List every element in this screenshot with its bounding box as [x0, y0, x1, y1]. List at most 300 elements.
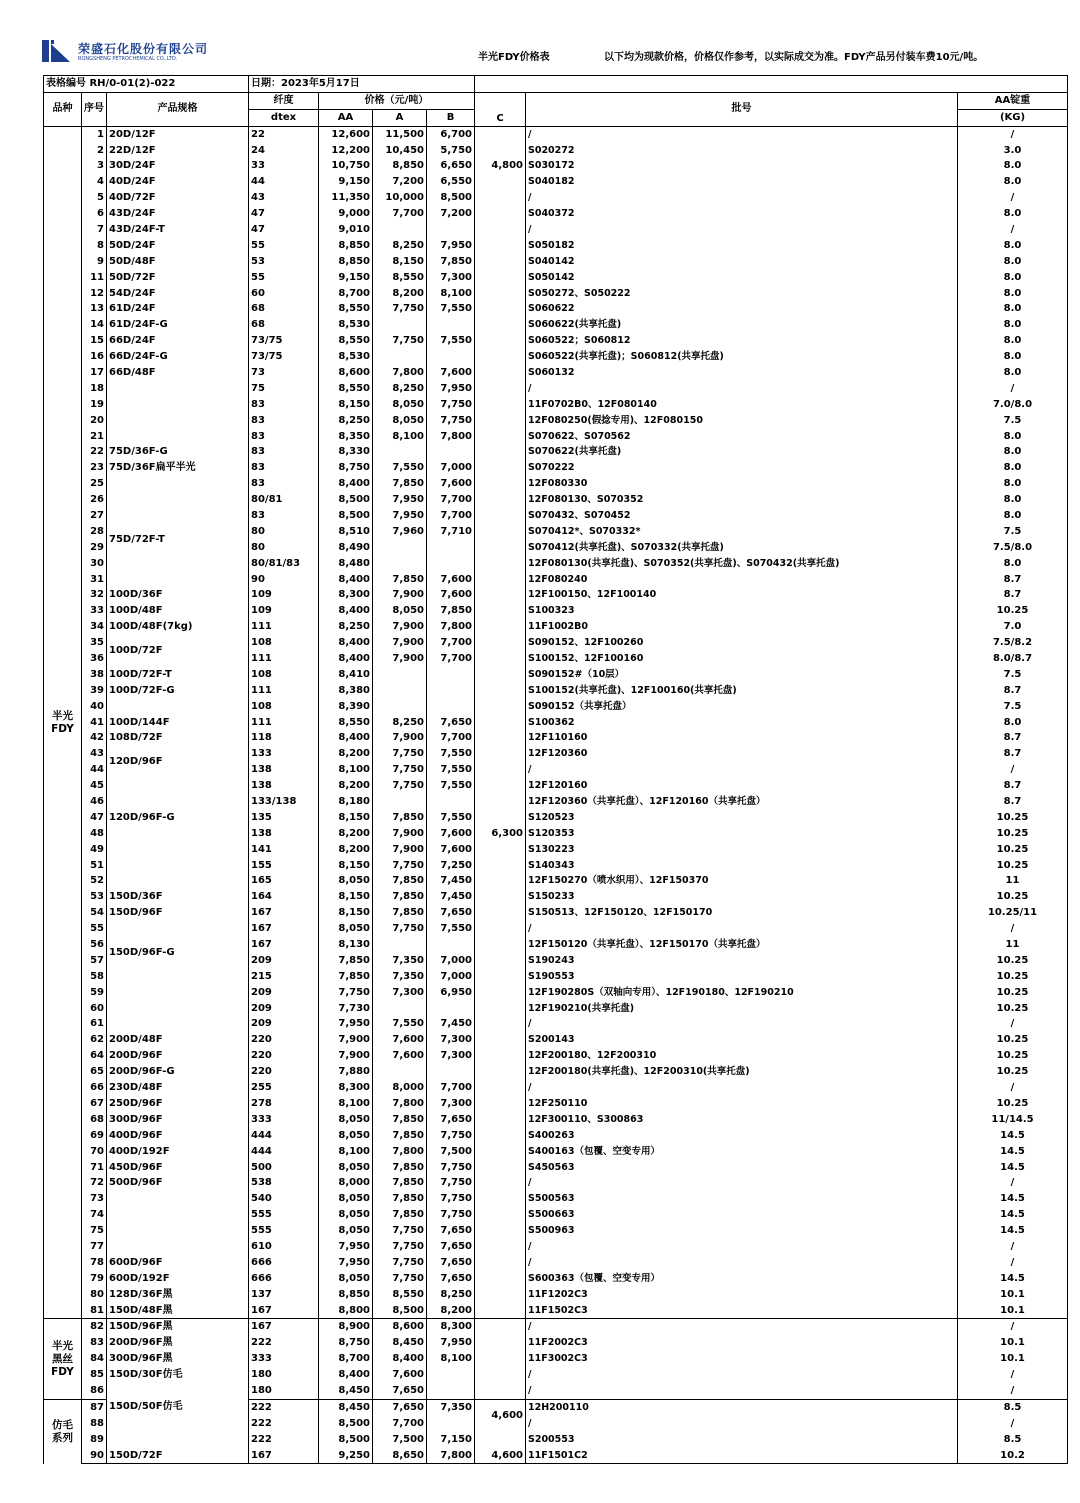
price-aa: 8,250: [319, 619, 373, 635]
row-number: 75: [82, 1223, 107, 1239]
price-aa: 8,900: [319, 1319, 373, 1335]
price-a: 8,050: [373, 603, 427, 619]
product-spec: 200D/96F: [107, 1048, 249, 1064]
bobbin-weight: 8.7: [958, 794, 1068, 810]
product-spec: 250D/96F: [107, 1096, 249, 1112]
price-a: 7,750: [373, 778, 427, 794]
bobbin-weight: /: [958, 222, 1068, 238]
price-b: 7,000: [427, 969, 475, 985]
product-spec: 400D/192F: [107, 1144, 249, 1160]
bobbin-weight: 7.5: [958, 524, 1068, 540]
price-b: 7,000: [427, 953, 475, 969]
row-number: 26: [82, 492, 107, 508]
price-b: 6,550: [427, 174, 475, 190]
dtex-value: 167: [249, 1319, 319, 1335]
product-spec: 200D/96F黑: [107, 1335, 249, 1351]
price-a: 7,850: [373, 874, 427, 890]
price-aa: 8,050: [319, 1223, 373, 1239]
product-spec: 300D/96F: [107, 1112, 249, 1128]
price-aa: 8,550: [319, 381, 373, 397]
price-aa: 8,600: [319, 365, 373, 381]
lot-number: S030172: [526, 158, 958, 174]
lot-number: S070622(共享托盘): [526, 444, 958, 460]
price-a: 7,850: [373, 572, 427, 588]
product-spec: 150D/96F-G: [107, 937, 249, 969]
price-c: 6,300: [475, 826, 526, 842]
row-number: 47: [82, 810, 107, 826]
bobbin-weight: 10.25: [958, 826, 1068, 842]
dtex-value: 73/75: [249, 349, 319, 365]
price-b: 7,300: [427, 1096, 475, 1112]
dtex-value: 666: [249, 1255, 319, 1271]
table-row: [44, 190, 1068, 206]
dtex-value: 555: [249, 1223, 319, 1239]
product-spec: 200D/96F-G: [107, 1064, 249, 1080]
lot-number: S090152、12F100260: [526, 635, 958, 651]
lot-number: /: [526, 1017, 958, 1033]
price-b: [427, 444, 475, 460]
lot-number: /: [526, 1255, 958, 1271]
price-aa: 8,750: [319, 460, 373, 476]
row-number: 90: [82, 1448, 107, 1464]
col-price-group: 价格（元/吨）: [319, 92, 475, 109]
dtex-value: 209: [249, 985, 319, 1001]
row-number: 17: [82, 365, 107, 381]
price-b: 7,250: [427, 858, 475, 874]
price-b: 8,250: [427, 1287, 475, 1303]
price-b: 7,750: [427, 397, 475, 413]
company-logo-icon: [42, 40, 72, 62]
price-a: 7,960: [373, 524, 427, 540]
product-spec: 500D/96F: [107, 1175, 249, 1191]
product-spec: [107, 699, 249, 715]
lot-number: 12F200180(共享托盘)、12F200310(共享托盘): [526, 1064, 958, 1080]
lot-number: 11F1202C3: [526, 1287, 958, 1303]
table-row: [44, 1255, 1068, 1271]
row-number: 53: [82, 889, 107, 905]
price-a: 7,700: [373, 206, 427, 222]
price-b: 7,450: [427, 874, 475, 890]
price-aa: 8,400: [319, 731, 373, 747]
col-dtex-unit: dtex: [249, 109, 319, 126]
table-row: [44, 1351, 1068, 1367]
price-a: 7,900: [373, 619, 427, 635]
price-a: 7,350: [373, 969, 427, 985]
dtex-value: 209: [249, 1017, 319, 1033]
bobbin-weight: 8.0: [958, 476, 1068, 492]
bobbin-weight: 10.25: [958, 1096, 1068, 1112]
lot-number: 12F080130(共享托盘)、S070352(共享托盘)、S070432(共享托盘): [526, 556, 958, 572]
row-number: 15: [82, 333, 107, 349]
price-b: [427, 1064, 475, 1080]
lot-number: S500963: [526, 1223, 958, 1239]
dtex-value: 500: [249, 1160, 319, 1176]
table-row: [44, 1207, 1068, 1223]
row-number: 39: [82, 683, 107, 699]
price-c: 4,600: [475, 1399, 526, 1431]
price-c: 4,800: [475, 126, 526, 206]
lot-number: S060522(共享托盘)；S060812(共享托盘): [526, 349, 958, 365]
product-spec: [107, 556, 249, 588]
price-a: [373, 1001, 427, 1017]
lot-number: 11F1502C3: [526, 1303, 958, 1319]
bobbin-weight: 8.0: [958, 270, 1068, 286]
dtex-value: 255: [249, 1080, 319, 1096]
bobbin-weight: 14.5: [958, 1160, 1068, 1176]
product-spec: [107, 1432, 249, 1448]
row-number: 44: [82, 762, 107, 778]
price-a: 8,250: [373, 381, 427, 397]
product-spec: 66D/24F: [107, 333, 249, 349]
col-no: 序号: [82, 92, 107, 126]
bobbin-weight: 10.25: [958, 953, 1068, 969]
dtex-value: 666: [249, 1271, 319, 1287]
product-spec: 50D/48F: [107, 254, 249, 270]
bobbin-weight: 8.7: [958, 746, 1068, 762]
price-a: 8,250: [373, 715, 427, 731]
lot-number: 12F100150、12F100140: [526, 588, 958, 604]
price-b: 7,550: [427, 778, 475, 794]
dtex-value: 83: [249, 476, 319, 492]
lot-number: 12F200180、12F200310: [526, 1048, 958, 1064]
table-row: [44, 556, 1068, 572]
price-c: [475, 206, 526, 826]
price-b: 6,950: [427, 985, 475, 1001]
price-aa: 8,400: [319, 1367, 373, 1383]
row-number: 56: [82, 937, 107, 953]
price-b: [427, 317, 475, 333]
price-a: 8,550: [373, 1287, 427, 1303]
row-number: 13: [82, 301, 107, 317]
price-b: [427, 794, 475, 810]
table-row: [44, 158, 1068, 174]
price-aa: 8,100: [319, 1144, 373, 1160]
dtex-value: 220: [249, 1064, 319, 1080]
price-a: 7,750: [373, 301, 427, 317]
price-a: 7,850: [373, 1207, 427, 1223]
row-number: 80: [82, 1287, 107, 1303]
bobbin-weight: 7.5/8.0: [958, 540, 1068, 556]
price-aa: 8,850: [319, 238, 373, 254]
lot-number: S090152#（10层）: [526, 667, 958, 683]
table-row: [44, 333, 1068, 349]
dtex-value: 55: [249, 238, 319, 254]
dtex-value: 209: [249, 1001, 319, 1017]
price-a: 7,850: [373, 905, 427, 921]
price-aa: 8,550: [319, 715, 373, 731]
bobbin-weight: 10.25: [958, 1048, 1068, 1064]
price-a: 7,300: [373, 985, 427, 1001]
row-number: 19: [82, 397, 107, 413]
dtex-value: 83: [249, 413, 319, 429]
price-aa: 9,010: [319, 222, 373, 238]
lot-number: S450563: [526, 1160, 958, 1176]
dtex-value: 90: [249, 572, 319, 588]
dtex-value: 83: [249, 429, 319, 445]
price-aa: 8,050: [319, 1191, 373, 1207]
price-aa: 8,180: [319, 794, 373, 810]
row-number: 9: [82, 254, 107, 270]
lot-number: S600363（包覆、空变专用）: [526, 1271, 958, 1287]
row-number: 65: [82, 1064, 107, 1080]
price-b: 7,300: [427, 270, 475, 286]
price-a: [373, 444, 427, 460]
bobbin-weight: 8.0: [958, 174, 1068, 190]
product-spec: [107, 1207, 249, 1255]
row-number: 14: [82, 317, 107, 333]
row-number: 20: [82, 413, 107, 429]
price-aa: 8,400: [319, 651, 373, 667]
price-a: 7,900: [373, 826, 427, 842]
price-a: 8,000: [373, 1080, 427, 1096]
price-b: 7,550: [427, 333, 475, 349]
price-b: 7,650: [427, 905, 475, 921]
price-b: 7,600: [427, 842, 475, 858]
table-row: [44, 1432, 1068, 1448]
price-c: [475, 1319, 526, 1399]
price-b: 7,750: [427, 1207, 475, 1223]
col-b: B: [427, 109, 475, 126]
price-b: 7,200: [427, 206, 475, 222]
price-a: [373, 699, 427, 715]
lot-number: S060622(共享托盘): [526, 317, 958, 333]
price-a: 7,950: [373, 492, 427, 508]
lot-number: S150233: [526, 889, 958, 905]
bobbin-weight: /: [958, 1416, 1068, 1432]
bobbin-weight: 10.25: [958, 1032, 1068, 1048]
lot-number: 12F150270（喷水织用）、12F150370: [526, 874, 958, 890]
price-aa: 8,050: [319, 1160, 373, 1176]
table-row: [44, 254, 1068, 270]
category-cell: 仿毛 系列: [44, 1399, 82, 1464]
price-a: 7,900: [373, 651, 427, 667]
row-number: 78: [82, 1255, 107, 1271]
row-number: 8: [82, 238, 107, 254]
table-row: [44, 1367, 1068, 1383]
product-spec: 66D/24F-G: [107, 349, 249, 365]
price-a: 7,800: [373, 365, 427, 381]
dtex-value: 22: [249, 126, 319, 142]
dtex-value: 220: [249, 1048, 319, 1064]
price-b: 7,300: [427, 1048, 475, 1064]
price-aa: 7,850: [319, 953, 373, 969]
product-spec: 200D/48F: [107, 1032, 249, 1048]
col-dtex: 纤度: [249, 92, 319, 109]
dtex-value: 222: [249, 1335, 319, 1351]
dtex-value: 111: [249, 619, 319, 635]
price-a: 7,750: [373, 1223, 427, 1239]
price-b: 7,800: [427, 1448, 475, 1464]
bobbin-weight: 7.5: [958, 667, 1068, 683]
table-row: [44, 174, 1068, 190]
price-b: 7,350: [427, 1399, 475, 1415]
lot-number: 11F2002C3: [526, 1335, 958, 1351]
table-row: [44, 460, 1068, 476]
row-number: 72: [82, 1175, 107, 1191]
lot-number: 11F3002C3: [526, 1351, 958, 1367]
lot-number: S060622: [526, 301, 958, 317]
table-row: [44, 889, 1068, 905]
price-b: 7,600: [427, 588, 475, 604]
product-spec: 22D/12F: [107, 143, 249, 159]
price-b: 7,700: [427, 731, 475, 747]
product-spec: 66D/48F: [107, 365, 249, 381]
price-aa: 8,480: [319, 556, 373, 572]
price-b: 8,500: [427, 190, 475, 206]
dtex-value: 155: [249, 858, 319, 874]
price-b: 7,550: [427, 746, 475, 762]
price-b: 8,300: [427, 1319, 475, 1335]
price-a: 8,600: [373, 1319, 427, 1335]
price-b: 7,600: [427, 572, 475, 588]
price-a: [373, 683, 427, 699]
price-aa: 8,490: [319, 540, 373, 556]
bobbin-weight: 8.0: [958, 556, 1068, 572]
row-number: 81: [82, 1303, 107, 1319]
price-a: 7,900: [373, 588, 427, 604]
row-number: 32: [82, 588, 107, 604]
price-aa: 8,530: [319, 349, 373, 365]
company-name: 荣盛石化股份有限公司: [78, 42, 209, 56]
product-spec: 75D/36F扁平半光: [107, 460, 249, 476]
price-a: 8,550: [373, 270, 427, 286]
price-b: 7,600: [427, 365, 475, 381]
table-row: [44, 1287, 1068, 1303]
lot-number: S100152、12F100160: [526, 651, 958, 667]
price-aa: 12,200: [319, 143, 373, 159]
lot-number: 12F120360（共享托盘）、12F120160（共享托盘）: [526, 794, 958, 810]
price-b: [427, 1416, 475, 1432]
category-cell: 半光 黑丝 FDY: [44, 1319, 82, 1399]
price-a: 7,600: [373, 1367, 427, 1383]
dtex-value: 141: [249, 842, 319, 858]
bobbin-weight: /: [958, 1367, 1068, 1383]
price-aa: 8,200: [319, 746, 373, 762]
price-aa: 8,150: [319, 889, 373, 905]
table-row: [44, 444, 1068, 460]
price-a: 7,900: [373, 842, 427, 858]
product-spec: 54D/24F: [107, 286, 249, 302]
table-row: [44, 1048, 1068, 1064]
price-aa: 8,050: [319, 1128, 373, 1144]
bobbin-weight: 8.0: [958, 254, 1068, 270]
lot-number: 12F150120（共享托盘）、12F150170（共享托盘）: [526, 937, 958, 953]
dtex-value: 68: [249, 301, 319, 317]
price-a: 7,850: [373, 1160, 427, 1176]
price-a: 7,650: [373, 1399, 427, 1415]
row-number: 5: [82, 190, 107, 206]
bobbin-weight: 8.7: [958, 572, 1068, 588]
price-b: 7,550: [427, 810, 475, 826]
table-row: [44, 524, 1068, 540]
dtex-value: 222: [249, 1432, 319, 1448]
product-spec: 30D/24F: [107, 158, 249, 174]
dtex-value: 73: [249, 365, 319, 381]
row-number: 25: [82, 476, 107, 492]
table-row: [44, 937, 1068, 953]
row-number: 16: [82, 349, 107, 365]
bobbin-weight: /: [958, 381, 1068, 397]
lot-number: 12F300110、S300863: [526, 1112, 958, 1128]
price-a: 8,850: [373, 158, 427, 174]
bobbin-weight: 11: [958, 937, 1068, 953]
price-aa: 8,150: [319, 810, 373, 826]
bobbin-weight: 8.0: [958, 715, 1068, 731]
product-spec: 100D/72F-G: [107, 683, 249, 699]
table-row: [44, 349, 1068, 365]
price-aa: 7,730: [319, 1001, 373, 1017]
bobbin-weight: 10.2: [958, 1448, 1068, 1464]
product-spec: 120D/96F-G: [107, 794, 249, 842]
price-b: 7,750: [427, 1191, 475, 1207]
price-c: [475, 842, 526, 1319]
lot-number: S500663: [526, 1207, 958, 1223]
price-b: [427, 937, 475, 953]
price-aa: 10,750: [319, 158, 373, 174]
table-row: [44, 985, 1068, 1001]
bobbin-weight: 8.0: [958, 429, 1068, 445]
product-spec: 600D/192F: [107, 1271, 249, 1287]
price-a: 7,900: [373, 731, 427, 747]
price-a: 7,500: [373, 1432, 427, 1448]
price-aa: 8,300: [319, 588, 373, 604]
price-aa: 8,390: [319, 699, 373, 715]
table-row: [44, 1175, 1068, 1191]
dtex-value: 222: [249, 1416, 319, 1432]
lot-number: 11F1002B0: [526, 619, 958, 635]
price-b: 7,650: [427, 1112, 475, 1128]
dtex-value: 167: [249, 1448, 319, 1464]
price-aa: 9,000: [319, 206, 373, 222]
price-a: 7,750: [373, 921, 427, 937]
price-b: [427, 667, 475, 683]
row-number: 71: [82, 1160, 107, 1176]
product-spec: [107, 969, 249, 985]
bobbin-weight: 14.5: [958, 1144, 1068, 1160]
bobbin-weight: 11: [958, 874, 1068, 890]
price-a: [373, 667, 427, 683]
table-row: [44, 381, 1068, 397]
row-number: 60: [82, 1001, 107, 1017]
row-number: 58: [82, 969, 107, 985]
price-b: 7,000: [427, 460, 475, 476]
price-aa: 8,400: [319, 572, 373, 588]
bobbin-weight: 14.5: [958, 1207, 1068, 1223]
price-b: 7,950: [427, 238, 475, 254]
product-spec: [107, 1191, 249, 1207]
price-aa: 8,300: [319, 1080, 373, 1096]
bobbin-weight: 8.7: [958, 588, 1068, 604]
table-row: [44, 619, 1068, 635]
row-number: 38: [82, 667, 107, 683]
row-number: 41: [82, 715, 107, 731]
product-spec: 400D/96F: [107, 1128, 249, 1144]
bobbin-weight: 8.0: [958, 460, 1068, 476]
product-spec: 40D/24F: [107, 174, 249, 190]
row-number: 33: [82, 603, 107, 619]
price-aa: 8,750: [319, 1335, 373, 1351]
bobbin-weight: 8.7: [958, 778, 1068, 794]
price-c: [475, 1432, 526, 1448]
lot-number: /: [526, 190, 958, 206]
price-a: 7,800: [373, 1144, 427, 1160]
price-a: 7,750: [373, 1239, 427, 1255]
row-number: 2: [82, 143, 107, 159]
dtex-value: 108: [249, 635, 319, 651]
bobbin-weight: 10.25: [958, 810, 1068, 826]
lot-number: S040372: [526, 206, 958, 222]
col-weight: AA锭重: [958, 92, 1068, 109]
